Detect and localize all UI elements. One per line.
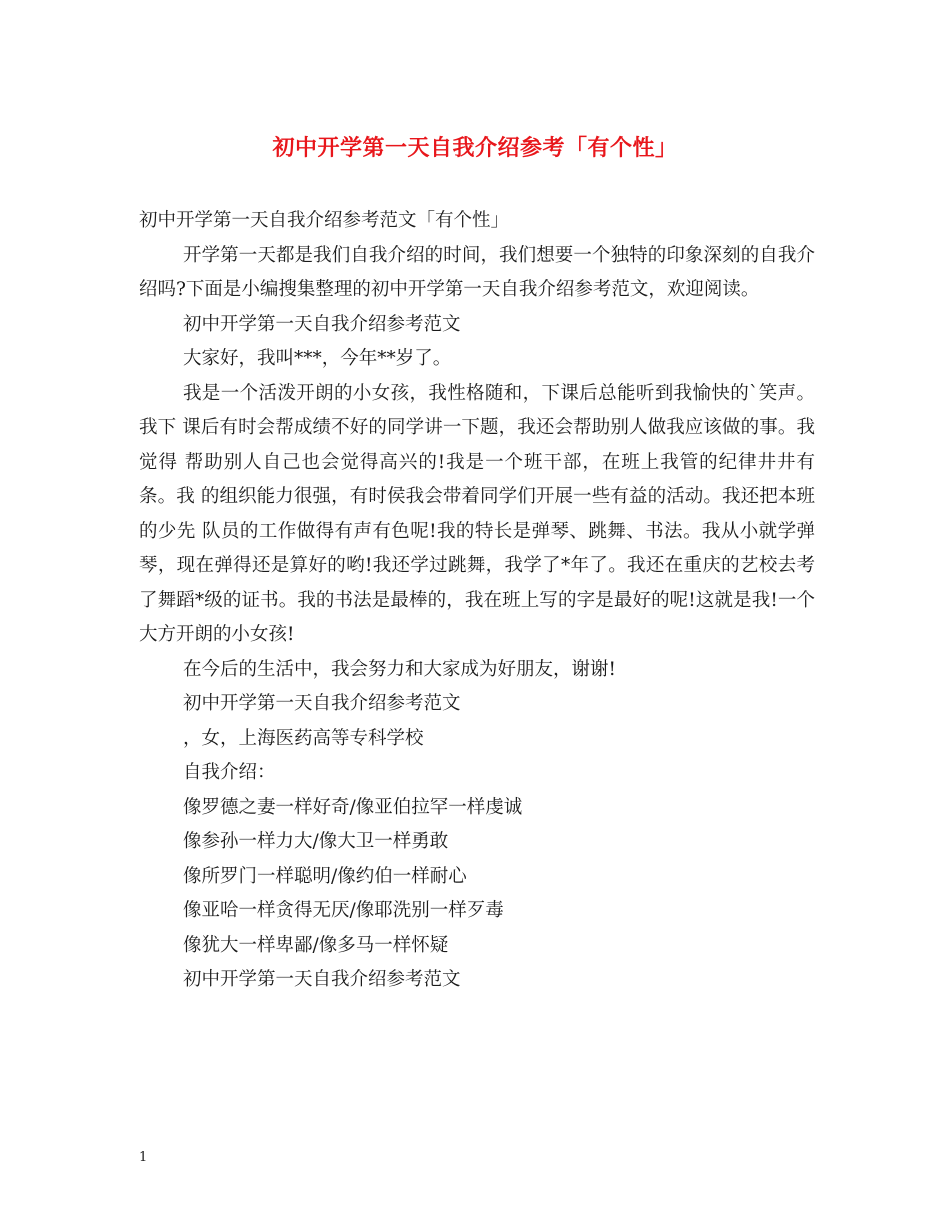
intro-paragraph: 开学第一天都是我们自我介绍的时间，我们想要一个独特的印象深刻的自我介绍吗?下面是小编搜集整理的初中开学第一天自我介绍参考范文，欢迎阅读。	[139, 244, 815, 300]
section-heading-1: 初中开学第一天自我介绍参考范文	[183, 313, 461, 335]
poem-line-3: 像所罗门一样聪明/像约伯一样耐心	[183, 865, 467, 887]
school-line: ，女，上海医药高等专科学校	[183, 727, 424, 749]
self-description-paragraph: 我是一个活泼开朗的小女孩，我性格随和，下课后总能听到我愉快的`笑声。我下 课后有时会帮成绩不好的同学讲一下题，我还会帮助别人做我应该做的事。我觉得 帮助别人自己也会觉得高兴的!我是一个班干部，在班上我管的纪律井井有条。我 的组织能力很强，有时侯我会带着同学们开展一些有益的活动。我还把本班的少先 队员的工作做得有声有色呢!我的特长是弹琴、跳舞、书法。我从小就学弹琴，现在弹得还是算好的哟!我还学过跳舞，我学了*年了。我还在重庆的艺校去考了舞蹈*级的证书。我的书法是最棒的，我在班上写的字是最好的呢!这就是我!一个 大方开朗的小女孩!	[139, 382, 815, 645]
greeting-paragraph: 大家好，我叫***，今年**岁了。	[183, 348, 452, 369]
document-body	[139, 204, 815, 998]
poem-line-2: 像参孙一样力大/像大卫一样勇敢	[183, 831, 449, 852]
poem-line-1: 像罗德之妻一样好奇/像亚伯拉罕一样虔诚	[183, 796, 523, 818]
poem-line-4: 像亚哈一样贪得无厌/像耶洗别一样歹毒	[183, 900, 504, 921]
self-intro-label: 自我介绍：	[183, 762, 276, 783]
page-number: 1	[139, 1150, 148, 1165]
closing-paragraph: 在今后的生活中，我会努力和大家成为好朋友，谢谢!	[183, 658, 616, 680]
document-title: 初中开学第一天自我介绍参考「有个性」	[272, 135, 678, 161]
poem-line-5: 像犹大一样卑鄙/像多马一样怀疑	[183, 934, 449, 956]
subtitle-paragraph: 初中开学第一天自我介绍参考范文「有个性」	[139, 210, 510, 231]
section-heading-3: 初中开学第一天自我介绍参考范文	[183, 969, 461, 990]
section-heading-2: 初中开学第一天自我介绍参考范文	[183, 693, 461, 714]
